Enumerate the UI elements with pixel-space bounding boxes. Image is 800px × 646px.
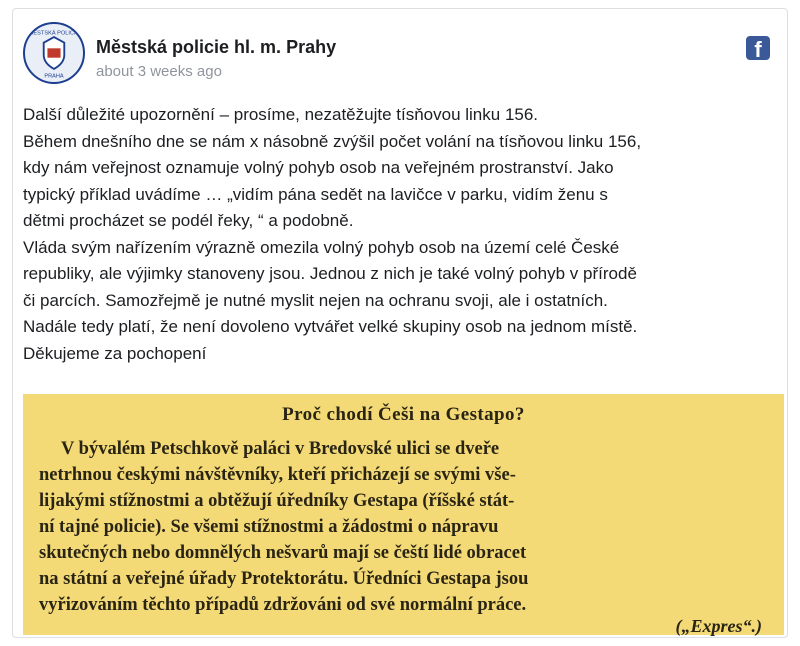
- page-name-link[interactable]: Městská policie hl. m. Prahy: [96, 37, 337, 57]
- post-line: Během dnešního dne se nám x násobně zvýšil počet volání na tísňovou linku 156,: [23, 131, 642, 151]
- avatar-text-top: MĚSTSKÁ POLICIE: [28, 30, 80, 37]
- post-line: Vláda svým nařízením výrazně omezila volný pohyb osob na území celé České: [23, 237, 620, 257]
- post-timestamp[interactable]: about 3 weeks ago: [96, 63, 222, 80]
- newspaper-clipping-image[interactable]: [23, 394, 784, 635]
- clipping-source: („Expres“.): [675, 616, 762, 636]
- post-line: či parcích. Samozřejmě je nutné myslit nejen na ochranu svoji, ale i ostatních.: [23, 290, 608, 310]
- post-card: [12, 8, 788, 638]
- clipping-line: ní tajné policie). Se všemi stížnostmi a žádostmi o nápravu: [39, 517, 499, 537]
- clipping-line: netrhnou českými návštěvníky, kteří přicházejí se svými vše-: [39, 465, 516, 485]
- avatar[interactable]: [23, 22, 85, 84]
- post-line: kdy nám veřejnost oznamuje volný pohyb osob na veřejném prostranství. Jako: [23, 158, 614, 177]
- clipping-line: vyřizováním těchto případů zdržováni od své normální práce.: [39, 595, 527, 615]
- police-badge-logo: [25, 24, 83, 82]
- avatar-text-bottom: PRAHA: [44, 73, 64, 80]
- clipping-body: [39, 436, 768, 618]
- clipping-line: na státní a veřejné úřady Protektorátu. Úředníci Gestapa jsou: [39, 569, 529, 589]
- facebook-icon[interactable]: f: [746, 36, 770, 60]
- post-line: dětmi procházet se podél řeky, “ a podobně.: [23, 211, 354, 230]
- post-line: Nadále tedy platí, že není dovoleno vytvářet velké skupiny osob na jednom místě.: [23, 317, 638, 336]
- clipping-line: skutečných nebo domnělých nešvarů mají se čeští lidé obracet: [39, 543, 527, 563]
- clipping-line: V bývalém Petschkově paláci v Bredovské ulici se dveře: [61, 439, 500, 459]
- post-line: typický příklad uvádíme … „vidím pána sedět na lavičce v parku, vidím ženu s: [23, 184, 608, 204]
- clipping-line: lijakými stížnostmi a obtěžují úředníky Gestapa (říšské stát-: [39, 491, 515, 511]
- post-line: Děkujeme za pochopení: [23, 343, 207, 363]
- post-line: republiky, ale výjimky stanoveny jsou. Jednou z nich je také volný pohyb v přírodě: [23, 264, 637, 283]
- clipping-title: Proč chodí Češi na Gestapo?: [282, 404, 525, 425]
- post-line: Další důležité upozornění – prosíme, nezatěžujte tísňovou linku 156.: [23, 105, 539, 124]
- post-text: [23, 102, 783, 367]
